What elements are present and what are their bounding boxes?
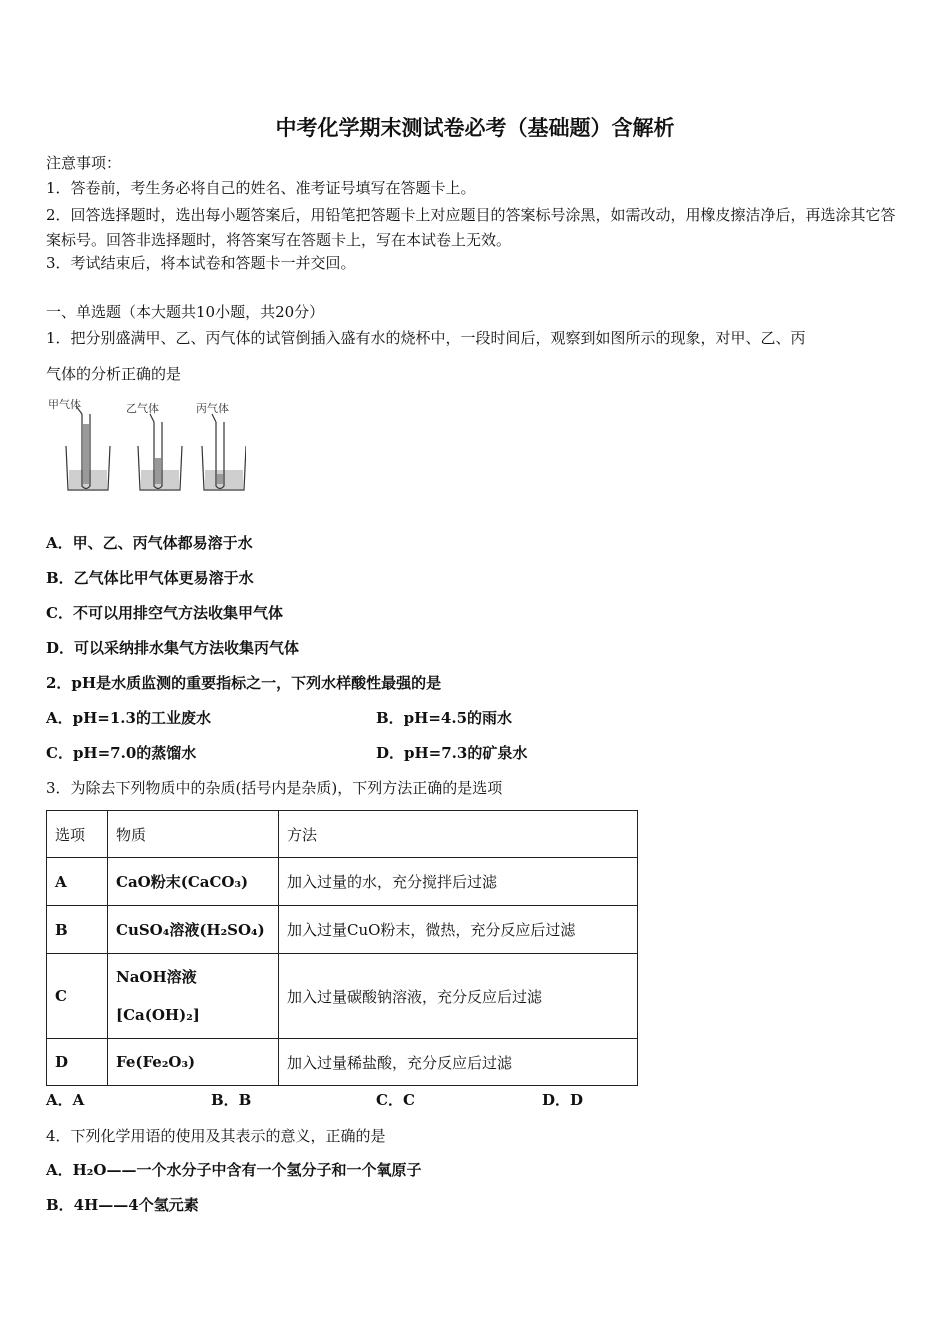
page-title: 中考化学期末测试卷必考（基础题）含解析: [275, 116, 675, 140]
question-2-option: B．pH=4.5的雨水: [376, 709, 513, 727]
question-3-option: C．C: [376, 1091, 415, 1109]
table-cell-option: B: [47, 906, 108, 954]
question-2-option: A．pH=1.3的工业废水: [46, 709, 211, 727]
table-header: 方法: [279, 811, 638, 858]
gas-tubes-figure: [46, 396, 246, 494]
table-cell-substance: CaO粉末(CaCO₃): [108, 858, 279, 906]
table-row: [47, 1039, 638, 1086]
table-cell-substance: [108, 954, 279, 1039]
question-1-option: C．不可以用排空气方法收集甲气体: [46, 604, 283, 622]
question-3-option: D．D: [542, 1091, 584, 1109]
table-cell-method: 加入过量CuO粉末，微热，充分反应后过滤: [279, 906, 638, 954]
substance-line: NaOH溶液: [116, 968, 197, 986]
table-cell-substance: CuSO₄溶液(H₂SO₄): [108, 906, 279, 954]
question-4-option: B．4H——4个氢元素: [46, 1196, 199, 1214]
question-3-option: A．A: [46, 1091, 85, 1109]
notice-item: 3．考试结束后，将本试卷和答题卡一并交回。: [46, 254, 356, 272]
substance-line: [Ca(OH)₂]: [116, 1006, 200, 1024]
question-2-option: D．pH=7.3的矿泉水: [376, 744, 528, 762]
table-row: [47, 906, 638, 954]
notice-item: 1．答卷前，考生务必将自己的姓名、准考证号填写在答题卡上。: [46, 179, 476, 197]
section-heading: 一、单选题（本大题共10小题，共20分）: [46, 303, 325, 321]
table-row: [47, 858, 638, 906]
question-1-option: A．甲、乙、丙气体都易溶于水: [46, 534, 253, 552]
question-4-stem: 4．下列化学用语的使用及其表示的意义，正确的是: [46, 1127, 386, 1145]
table-header: 物质: [108, 811, 279, 858]
question-3-stem: 3．为除去下列物质中的杂质(括号内是杂质)，下列方法正确的是选项: [46, 779, 503, 797]
figure-label-bing: 丙气体: [196, 402, 229, 415]
notice-item: 2．回答选择题时，选出每小题答案后，用铅笔把答题卡上对应题目的答案标号涂黑，如需改动，用橡皮擦洁净后，再选涂其它答案标号。回答非选择题时，将答案写在答题卡上，写在本试卷上无效。: [46, 206, 896, 249]
question-2-option: C．pH=7.0的蒸馏水: [46, 744, 197, 762]
notice-heading: 注意事项：: [46, 154, 122, 172]
question-3-option: B．B: [211, 1091, 252, 1109]
beaker-jia: [66, 406, 110, 490]
table-cell-substance: Fe(Fe₂O₃): [108, 1039, 279, 1086]
table-cell-method: 加入过量稀盐酸，充分反应后过滤: [279, 1039, 638, 1086]
question-3-table: [46, 810, 638, 1086]
question-1-option: B．乙气体比甲气体更易溶于水: [46, 569, 254, 587]
question-1-option: D．可以采纳排水集气方法收集丙气体: [46, 639, 300, 657]
table-header: 选项: [47, 811, 108, 858]
question-1-stem: 气体的分析正确的是: [46, 365, 182, 383]
table-cell-option: C: [47, 954, 108, 1039]
table-header-row: [47, 811, 638, 858]
table-cell-option: A: [47, 858, 108, 906]
beaker-bing: [202, 414, 246, 490]
question-1-stem: 1．把分别盛满甲、乙、丙气体的试管倒插入盛有水的烧杯中，一段时间后，观察到如图所示的现象，对甲、乙、丙: [46, 329, 806, 347]
figure-label-jia: 甲气体: [48, 398, 81, 411]
question-2-stem: 2．pH是水质监测的重要指标之一，下列水样酸性最强的是: [46, 674, 442, 692]
figure-label-yi: 乙气体: [126, 402, 159, 415]
table-cell-method: 加入过量的水，充分搅拌后过滤: [279, 858, 638, 906]
table-cell-option: D: [47, 1039, 108, 1086]
question-4-option: A．H₂O——一个水分子中含有一个氢分子和一个氧原子: [46, 1161, 422, 1179]
table-cell-method: 加入过量碳酸钠溶液，充分反应后过滤: [279, 954, 638, 1039]
table-row: [47, 954, 638, 1039]
beaker-yi: [138, 414, 182, 490]
